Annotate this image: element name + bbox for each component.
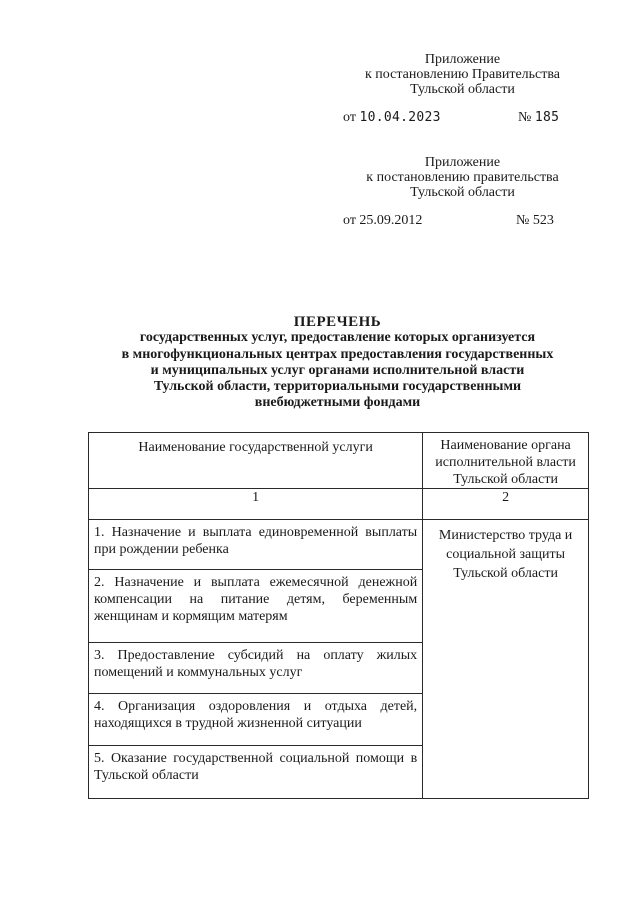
resolution-number-original: № 523 xyxy=(516,213,554,228)
service-item: 3. Предоставление субсидий на оплату жилых помещений и коммунальных услуг xyxy=(89,643,423,694)
appendix-label: Приложение xyxy=(424,52,501,67)
column-number-1: 1 xyxy=(89,489,423,520)
appendix-header-current xyxy=(350,52,575,97)
date-value: 10.04.2023 xyxy=(359,110,441,125)
header-agency-name: Наименование органа исполнительной власти Тульской области xyxy=(423,433,589,489)
service-item: 5. Оказание государственной социальной помощи в Тульской области xyxy=(89,746,423,799)
column-number-2: 2 xyxy=(423,489,589,520)
service-item: 1. Назначение и выплата единовременной выплаты при рождении ребенка xyxy=(89,520,423,570)
resolution-date-current xyxy=(343,110,441,126)
appendix-resolution-line: к постановлению правительства xyxy=(366,170,559,185)
table-row xyxy=(89,520,589,570)
date-prefix: от xyxy=(343,110,356,125)
title-heading: ПЕРЕЧЕНЬ xyxy=(293,314,382,330)
appendix-region-line: Тульской области xyxy=(410,185,515,200)
service-item: 2. Назначение и выплата ежемесячной денежной компенсации на питание детям, беременным женщинам и кормящим матерям xyxy=(89,570,423,643)
document-title xyxy=(85,314,590,412)
appendix-region-line: Тульской области xyxy=(410,82,515,97)
title-line: внебюджетными фондами xyxy=(254,395,421,411)
resolution-number-current xyxy=(518,110,559,126)
title-line: в многофункциональных центрах предоставления государственных xyxy=(121,346,554,362)
number-value: 185 xyxy=(534,110,560,125)
table-header-row xyxy=(89,433,589,489)
appendix-header-original xyxy=(355,155,570,200)
appendix-label: Приложение xyxy=(424,155,501,170)
title-line: и муниципальных услуг органами исполнительной власти xyxy=(150,362,525,378)
responsible-agency: Министерство труда и социальной защиты Тульской области xyxy=(423,520,589,799)
title-line: Тульской области, территориальными государственными xyxy=(153,379,522,395)
resolution-date-original: от 25.09.2012 xyxy=(343,213,423,228)
title-line: государственных услуг, предоставление которых организуется xyxy=(139,330,536,346)
column-number-row xyxy=(89,489,589,520)
appendix-resolution-line: к постановлению Правительства xyxy=(364,67,561,82)
number-prefix: № xyxy=(518,110,532,125)
service-item: 4. Организация оздоровления и отдыха детей, находящихся в трудной жизненной ситуации xyxy=(89,694,423,746)
services-table xyxy=(88,432,589,799)
header-service-name: Наименование государственной услуги xyxy=(89,433,423,489)
